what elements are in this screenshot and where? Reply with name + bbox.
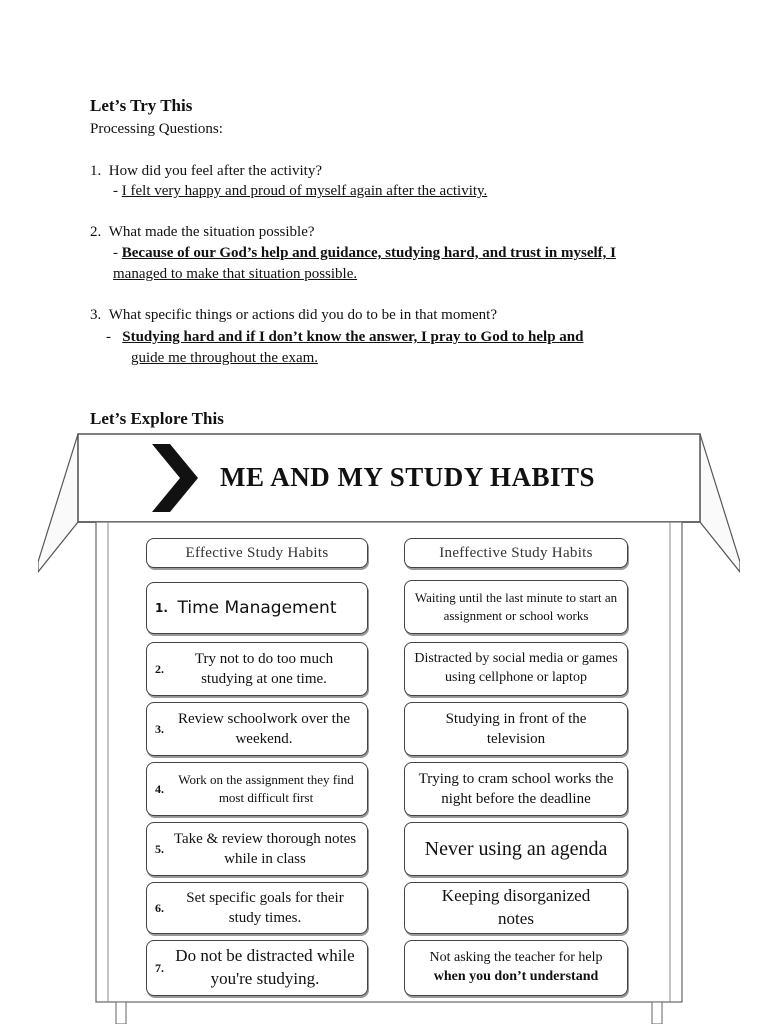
answer-line: managed to make that situation possible. bbox=[113, 266, 358, 282]
habit-text: Distracted by social media or games using cellphone or laptop bbox=[414, 651, 618, 685]
study-habits-board bbox=[38, 430, 740, 1024]
answer-3-cont bbox=[131, 348, 318, 368]
answer-2: - Because of our God’s help and guidance, studying hard, and trust in myself, I bbox=[113, 245, 617, 261]
processing-questions-label: Processing Questions: bbox=[90, 121, 223, 137]
ineffective-habit-6 bbox=[404, 882, 628, 934]
banner-title: ME AND MY STUDY HABITS bbox=[220, 462, 596, 492]
effective-habit-2 bbox=[146, 642, 368, 696]
answer-line: Studying hard and if I don’t know the answer, I pray to God to help and bbox=[122, 329, 584, 345]
effective-habit-6 bbox=[146, 882, 368, 934]
section-title-try: Let’s Try This bbox=[90, 96, 193, 115]
effective-header: Effective Study Habits bbox=[146, 538, 368, 568]
ineffective-habit-4 bbox=[404, 762, 628, 816]
effective-habit-3 bbox=[146, 702, 368, 756]
question-number: 3. bbox=[90, 307, 102, 323]
habit-text: Do not be distracted while you're studying. bbox=[175, 946, 355, 988]
habit-text: Take & review thorough notes while in class bbox=[173, 830, 357, 867]
habit-text: Time Management bbox=[177, 597, 337, 618]
answer-line: I felt very happy and proud of myself again after the activity. bbox=[121, 183, 488, 199]
section-title-explore: Let’s Explore This bbox=[90, 409, 224, 428]
habit-text-line: when you don’t understand bbox=[433, 969, 599, 984]
ineffective-habit-2 bbox=[404, 642, 628, 696]
habit-text: Work on the assignment they find most difficult first bbox=[178, 772, 354, 805]
ineffective-habit-7 bbox=[404, 940, 628, 996]
ineffective-header: Ineffective Study Habits bbox=[404, 538, 628, 568]
habit-number: 1. bbox=[155, 601, 168, 615]
ineffective-habit-3 bbox=[404, 702, 628, 756]
effective-habit-5 bbox=[146, 822, 368, 876]
habit-text: Trying to cram school works the night before the deadline bbox=[418, 770, 614, 807]
habit-number: 2. bbox=[155, 661, 164, 676]
habit-number: 3. bbox=[155, 721, 164, 736]
habit-number: 6. bbox=[155, 900, 164, 915]
habit-text: Set specific goals for their study times. bbox=[186, 889, 344, 926]
question-text: How did you feel after the activity? bbox=[108, 163, 323, 179]
habit-text: Keeping disorganized notes bbox=[441, 886, 591, 928]
habit-text: Studying in front of the television bbox=[445, 710, 587, 747]
effective-habit-7 bbox=[146, 940, 368, 996]
effective-habit-1 bbox=[146, 582, 368, 634]
answer-line: Because of our God’s help and guidance, studying hard, and trust in myself, I bbox=[121, 245, 617, 261]
habit-text-line: Not asking the teacher for help bbox=[429, 950, 603, 966]
ineffective-habit-1 bbox=[404, 580, 628, 634]
answer-3: - Studying hard and if I don’t know the answer, I pray to God to help and bbox=[106, 329, 584, 345]
answer-line: guide me throughout the exam. bbox=[131, 350, 319, 366]
habit-number: 5. bbox=[155, 841, 164, 856]
ineffective-habit-5 bbox=[404, 822, 628, 876]
habit-number: 4. bbox=[155, 781, 164, 796]
habit-text: Review schoolwork over the weekend. bbox=[177, 710, 351, 747]
question-3 bbox=[90, 305, 497, 325]
question-number: 1. bbox=[90, 163, 102, 179]
question-text: What specific things or actions did you do to be in that moment? bbox=[108, 307, 497, 323]
question-1 bbox=[90, 161, 322, 181]
effective-habit-4 bbox=[146, 762, 368, 816]
answer-2-cont bbox=[113, 264, 357, 284]
question-text: What made the situation possible? bbox=[108, 224, 315, 240]
question-2 bbox=[90, 222, 315, 242]
answer-1: - I felt very happy and proud of myself again after the activity. bbox=[113, 183, 488, 199]
question-number: 2. bbox=[90, 224, 102, 240]
habit-text: Try not to do too much studying at one time. bbox=[194, 650, 334, 687]
habit-text: Never using an agenda bbox=[424, 837, 608, 860]
habit-text: Waiting until the last minute to start an assignment or school works bbox=[414, 590, 618, 623]
board-frame bbox=[38, 430, 740, 1024]
habit-number: 7. bbox=[155, 960, 164, 975]
